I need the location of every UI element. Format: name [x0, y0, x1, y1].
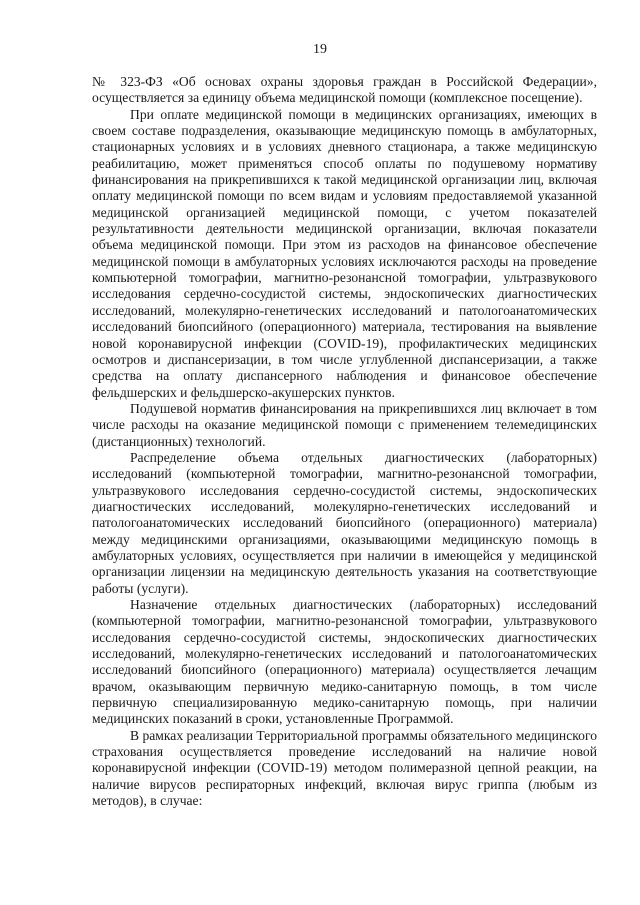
paragraph-2: При оплате медицинской помощи в медицинских организациях, имеющих в своем составе подразделения, оказывающие медицинскую помощь в амбулаторных, стационарных условиях и в условиях дневного стационара, а также медицинскую реабилитацию, может применяться способ оплаты по подушевому нормативу финансирования на прикрепившихся к такой медицинской организации лиц, включая оплату медицинской помощи по всем видам и условиям предоставляемой указанной медицинской организацией медицинской помощи, с учетом показателей результативности деятельности медицинской организации, включая показатели объема медицинской помощи. При этом из расходов на финансовое обеспечение медицинской помощи в амбулаторных условиях исключаются расходы на проведение компьютерной томографии, магнитно-резонансной томографии, ультразвукового исследования сердечно-сосудистой системы, эндоскопических диагностических исследований, молекулярно-генетических исследований и патологоанатомических исследований биопсийного (операционного) материала, тестирования на выявление новой коронавирусной инфекции (COVID-19), профилактических медицинских осмотров и диспансеризации, в том числе углубленной диспансеризации, а также средства на оплату диспансерного наблюдения и финансовое обеспечение фельдшерских и фельдшерско-акушерских пунктов. [92, 106, 597, 400]
page-number: 19 [313, 42, 327, 57]
paragraph-4: Распределение объема отдельных диагностических (лабораторных) исследований (компьютерной томографии, магнитно-резонансной томографии, ультразвукового исследования сердечно-сосудистой системы, эндоскопических диагностических исследований, молекулярно-генетических исследований и патологоанатомических исследований биопсийного (операционного) материала) между медицинскими организациями, оказывающими медицинскую помощь в амбулаторных условиях, осуществляется при наличии в имеющейся у медицинской организации лицензии на медицинскую деятельность указания на соответствующие работы (услуги). [92, 449, 597, 596]
paragraph-1: № 323-ФЗ «Об основах охраны здоровья граждан в Российской Федерации», осуществляется за единицу объема медицинской помощи (комплексное посещение). [92, 74, 597, 106]
paragraph-3: Подушевой норматив финансирования на прикрепившихся лиц включает в том числе расходы на оказание медицинской помощи с применением телемедицинских (дистанционных) технологий. [92, 400, 597, 449]
document-body [92, 74, 597, 809]
paragraph-5: Назначение отдельных диагностических (лабораторных) исследований (компьютерной томографии, магнитно-резонансной томографии, ультразвукового исследования сердечно-сосудистой системы, эндоскопических диагностических исследований, молекулярно-генетических исследований и патологоанатомических исследований биопсийного (операционного) материала) осуществляется лечащим врачом, оказывающим первичную медико-санитарную помощь, в том числе первичную специализированную медико-санитарную помощь, при наличии медицинских показаний в сроки, установленные Программой. [92, 597, 597, 727]
paragraph-6: В рамках реализации Территориальной программы обязательного медицинского страхования осуществляется проведение исследований на наличие новой коронавирусной инфекции (COVID-19) методом полимеразной цепной реакции, на наличие вирусов респираторных инфекций, включая вирус гриппа (любым из методов), в случае: [92, 727, 597, 809]
